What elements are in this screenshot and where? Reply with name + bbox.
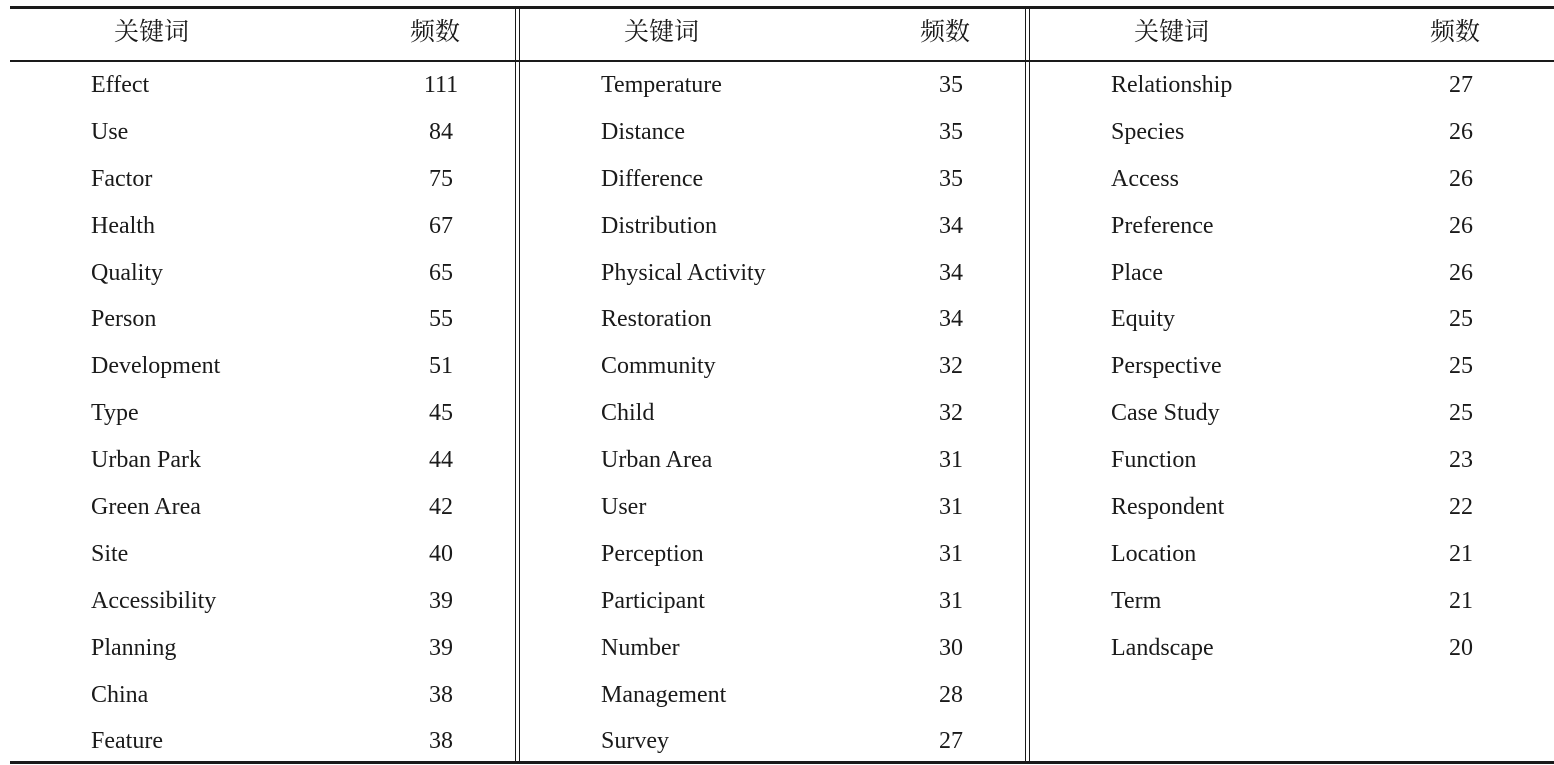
keyword-cell: Preference [1111,212,1214,239]
table-row [520,343,1025,390]
keyword-cell: User [601,494,647,521]
frequency-cell: 35 [939,118,963,145]
frequency-cell: 65 [429,259,453,286]
frequency-cell: 28 [939,681,963,708]
table-row [520,578,1025,625]
table-row [520,156,1025,203]
frequency-cell: 67 [429,212,453,239]
keyword-cell: Case Study [1111,400,1220,427]
frequency-cell: 34 [939,212,963,239]
table-row [1030,296,1554,343]
table-row [520,718,1025,765]
table-row [1030,109,1554,156]
keyword-cell: Number [601,634,680,661]
table-row [10,250,515,297]
keyword-cell: Restoration [601,306,712,333]
keyword-cell: Term [1111,587,1162,614]
table-row [520,625,1025,672]
keyword-cell: Community [601,353,716,380]
keyword-cell: Urban Park [91,447,201,474]
keyword-cell: Place [1111,259,1163,286]
frequency-cell: 30 [939,634,963,661]
frequency-cell: 31 [939,494,963,521]
frequency-cell: 34 [939,306,963,333]
frequency-cell: 32 [939,400,963,427]
frequency-cell: 26 [1449,259,1473,286]
frequency-cell: 26 [1449,118,1473,145]
keyword-cell: Access [1111,165,1179,192]
keyword-cell: Child [601,400,655,427]
table-row [10,578,515,625]
keyword-cell: Use [91,118,129,145]
table-row [10,296,515,343]
table-row [10,343,515,390]
table-row [1030,531,1554,578]
keyword-cell: Species [1111,118,1185,145]
keyword-cell: Distribution [601,212,718,239]
keyword-cell: Health [91,212,155,239]
table-row [1030,343,1554,390]
table-row [1030,437,1554,484]
keyword-cell: Survey [601,728,669,755]
table-row [520,109,1025,156]
frequency-cell: 27 [939,728,963,755]
frequency-cell: 25 [1449,353,1473,380]
keyword-cell: Type [91,400,139,427]
frequency-cell: 31 [939,587,963,614]
table-row [520,390,1025,437]
keyword-cell: Equity [1111,306,1175,333]
frequency-cell: 38 [429,728,453,755]
keyword-cell: Relationship [1111,72,1233,98]
table-row [10,437,515,484]
frequency-cell: 38 [429,681,453,708]
frequency-cell: 35 [939,72,963,98]
keyword-cell: Effect [91,72,150,98]
header-keyword: 关键词 [624,17,700,46]
frequency-cell: 22 [1449,494,1473,521]
frequency-cell: 34 [939,259,963,286]
frequency-cell: 21 [1449,587,1473,614]
table-row [1030,156,1554,203]
frequency-cell: 75 [429,165,453,192]
keyword-cell: Management [601,681,727,708]
frequency-cell: 40 [429,540,453,567]
table-row [1030,62,1554,109]
keyword-cell: Landscape [1111,634,1214,661]
keyword-cell: China [91,681,149,708]
keyword-cell: Distance [601,118,685,145]
keyword-cell: Urban Area [601,447,713,474]
table-row [10,390,515,437]
frequency-cell: 111 [423,72,459,98]
table-row [10,109,515,156]
table-row [520,203,1025,250]
keyword-cell: Factor [91,165,153,192]
column-group-1 [10,6,515,763]
table-row [520,296,1025,343]
keyword-cell: Function [1111,447,1197,474]
table-row [1030,625,1554,672]
frequency-cell: 27 [1449,72,1473,98]
frequency-cell: 21 [1449,540,1473,567]
frequency-cell: 84 [429,118,453,145]
table-row [1030,390,1554,437]
table-row [10,203,515,250]
keyword-cell: Perception [601,540,704,567]
keyword-cell: Development [91,353,221,380]
table-row [1030,578,1554,625]
keyword-frequency-table [10,6,1554,764]
table-row [1030,484,1554,531]
keyword-cell: Difference [601,165,704,192]
frequency-cell: 31 [939,447,963,474]
table-row [10,156,515,203]
table-row [520,250,1025,297]
header-frequency: 频数 [920,17,971,46]
frequency-cell: 26 [1449,165,1473,192]
frequency-cell: 20 [1449,634,1473,661]
table-row [520,437,1025,484]
group-rows [520,62,1025,765]
table-row [10,718,515,765]
column-group-3 [1030,6,1554,763]
frequency-cell: 23 [1449,447,1473,474]
header-keyword: 关键词 [1134,17,1210,46]
keyword-cell: Perspective [1111,353,1222,380]
group-rows [1030,62,1554,672]
header-frequency: 频数 [1430,17,1481,46]
header-keyword: 关键词 [114,17,190,46]
group-rows [10,62,515,765]
table-row [10,531,515,578]
frequency-cell: 25 [1449,306,1473,333]
keyword-cell: Planning [91,634,177,661]
keyword-cell: Accessibility [91,587,217,614]
keyword-cell: Person [91,306,157,333]
frequency-cell: 32 [939,353,963,380]
table-row [520,531,1025,578]
keyword-cell: Quality [91,259,163,286]
table-row [1030,250,1554,297]
table-row [10,625,515,672]
keyword-cell: Location [1111,540,1197,567]
frequency-cell: 39 [429,634,453,661]
keyword-cell: Participant [601,587,705,614]
frequency-cell: 44 [429,447,453,474]
frequency-cell: 35 [939,165,963,192]
keyword-cell: Physical Activity [601,259,766,286]
keyword-cell: Site [91,540,129,567]
table-row [520,672,1025,719]
frequency-cell: 31 [939,540,963,567]
frequency-cell: 42 [429,494,453,521]
keyword-cell: Respondent [1111,494,1225,521]
header-frequency: 频数 [410,17,461,46]
table-row [10,672,515,719]
table-row [1030,203,1554,250]
keyword-cell: Feature [91,728,163,755]
table-row [10,484,515,531]
keyword-cell: Temperature [601,72,722,98]
frequency-cell: 45 [429,400,453,427]
frequency-cell: 39 [429,587,453,614]
frequency-cell: 55 [429,306,453,333]
frequency-cell: 26 [1449,212,1473,239]
table-row [520,62,1025,109]
frequency-cell: 51 [429,353,453,380]
table-row [10,62,515,109]
column-group-2 [520,6,1025,763]
table-row [520,484,1025,531]
frequency-cell: 25 [1449,400,1473,427]
keyword-cell: Green Area [91,494,201,521]
